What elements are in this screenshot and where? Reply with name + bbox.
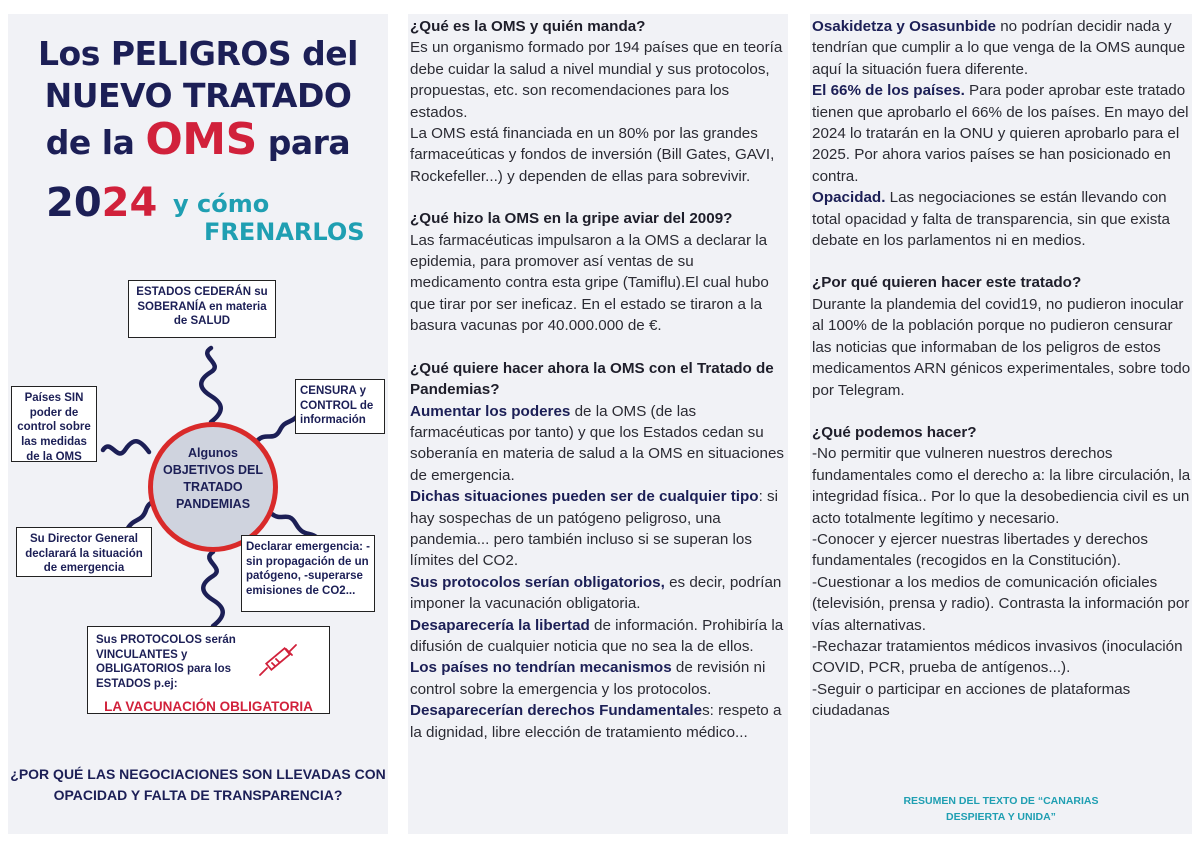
paragraph-oms-definicion: Es un organismo formado por 194 países que en teoría debe cuidar la salud a nivel mundial y sus protocolos, propuestas, etc. son recomendaciones para los estados. [410,39,783,121]
action-item-1: -No permitir que vulneren nuestros derechos fundamentales como el derecho a: la libre circulación, la integridad física.. Por lo que la desobediencia civil es un acto totalmente legítimo y necesario. [812,445,1191,527]
paragraph-gripe-aviar: Las farmacéuticas impulsaron a la OMS a declarar la epidemia, para promover así ventas de su medicamento contra esta gripe (Tamiflu).El cual hubo que tirar por ser ineficaz. En el estado se tiraron a la basura vacunas por 40.000.000 de €. [410,231,769,335]
squiggle-connector-left [101,438,153,464]
subtitle-frenarlos: FRENARLOS [204,218,365,246]
text-panel-right [810,14,1192,834]
box-protocolos [87,626,330,714]
action-item-2: -Conocer y ejercer nuestras libertades y derechos fundamentales (recogidos en la Constitución). [812,530,1148,570]
title-line-2: NUEVO TRATADO [44,76,352,115]
box-declarar-emergencia: Declarar emergencia: -sin propagación de un patógeno, -superarse emisiones de CO2... [241,535,375,612]
item-text: Las negociaciones se están llevando con total opacidad y falta de transparencia, sin que exista debate en los parlamentos ni en medios. [812,189,1170,250]
item-bold: Osakidetza y Osasunbide [812,18,997,35]
item-text: Para poder aprobar este tratado tienen que aprobarlo el 66% de los países. En mayo del 2024 lo tratarán en la ONU y quieren aprobarlo para el 2025. Por ahora varios países se han posicionado en contra. [812,82,1189,185]
squiggle-connector-bottom [198,550,228,628]
text-panel-middle [408,14,788,834]
item-text: no podrían decidir nada y tendrían que cumplir a lo que venga de la OMS aunque aquí la situación fuera diferente. [812,18,1186,78]
action-item-3: -Cuestionar a los medios de comunicación oficiales (televisión, prensa y radio). Contrasta la información por vías alternativas. [812,573,1190,634]
protocolos-text: Sus PROTOCOLOS serán VINCULANTES y OBLIGATORIOS para los ESTADOS p.ej: [96,634,236,691]
title-para: para [267,123,351,162]
title-oms: OMS [145,114,257,165]
year-part-a: 20 [46,180,102,226]
year-part-b: 24 [101,180,158,226]
box-director-general: Su Director General declarará la situación de emergencia [16,527,152,577]
heading-que-es-oms: ¿Qué es la OMS y quién manda? [410,18,646,35]
title-de-la: de la [45,123,135,162]
item-bold: Aumentar los poderes [410,402,571,420]
item-text: de información. Prohibiría la difusión de cualquier noticia que no sea la de ellos. [410,616,784,655]
vacunacion-obligatoria: LA VACUNACIÓN OBLIGATORIA [104,698,313,714]
item-osakidetza [812,16,1192,80]
heading-gripe-aviar: ¿Qué hizo la OMS en la gripe aviar del 2009? [410,210,733,228]
source-credit-line-2: DESPIERTA Y UNIDA” [946,810,1056,823]
heading-tratado-pandemias: ¿Qué quiere hacer ahora la OMS con el Tratado de Pandemias? [410,359,774,399]
item-derechos [410,700,788,743]
box-censura: CENSURA y CONTROL de información [295,379,385,434]
title-line-1: Los PELIGROS del [38,34,358,73]
syringe-icon [256,641,300,679]
question-opacidad: ¿POR QUÉ LAS NEGOCIACIONES SON LLEVADAS CON OPACIDAD Y FALTA DE TRANSPARENCIA? [10,766,386,803]
item-bold: Dichas situaciones pueden ser de cualquier tipo [410,488,759,506]
heading-que-podemos-hacer: ¿Qué podemos hacer? [812,423,977,441]
infographic-panel [8,14,388,834]
item-bold: Desaparecerían derechos Fundamentale [410,702,703,720]
box-paises-sin-poder: Países SIN poder de control sobre las medidas de la OMS [11,386,97,462]
item-bold: Desaparecería la libertad [410,616,590,634]
objectives-circle [148,422,278,552]
item-mecanismos [410,657,788,700]
squiggle-connector-top [196,346,226,424]
heading-por-que-tratado: ¿Por qué quieren hacer este tratado? [812,274,1082,292]
item-66-paises [812,80,1192,187]
item-text: : si hay sospechas de un patógeno peligroso, una pandemia... pero también incluso si se superan los límites del CO2. [410,488,778,570]
source-credit-line-1: RESUMEN DEL TEXTO DE “CANARIAS [903,795,1099,807]
action-item-4: -Rechazar tratamientos médicos invasivos (inoculación COVID, PCR, prueba de antígenos...). [812,637,1183,677]
item-text: es decir, podrían imponer la vacunación obligatoria. [410,573,782,613]
item-situaciones [410,486,788,572]
item-opacidad [812,187,1192,251]
paragraph-oms-financiacion: La OMS está financiada en un 80% por las grandes farmaceúticas y fondos de inversión (Bill Gates, GAVI, Rockefeller...) y dependen de ellas para sobrevivir. [410,125,775,185]
item-bold: Opacidad. [812,189,886,207]
action-item-5: -Seguir o participar en acciones de plataformas ciudadanas [812,680,1131,720]
item-libertad [410,615,788,658]
box-soberania: ESTADOS CEDERÁN su SOBERANÍA en materia de SALUD [128,280,276,338]
item-text: de la OMS (de las farmacéuticas por tanto) y que los Estados cedan su soberanía en materia de salud a la OMS en situaciones de emergencia. [410,402,784,484]
item-protocolos [410,572,788,615]
item-text: s: respeto a la dignidad, libre elección de tratamiento médico... [410,702,782,741]
item-bold: El 66% de los países. [812,82,965,100]
title-line-3 [8,114,388,165]
item-bold: Sus protocolos serían obligatorios, [410,573,665,591]
item-aumentar-poderes [410,401,788,487]
paragraph-plandemia: Durante la plandemia del covid19, no pudieron inocular al 100% de la población porque no pudieron censurar las noticias que informaban de los peligros de estos medicamentos ARN génicos experimentales, sobre todo por Telegram. [812,295,1191,399]
subtitle-y-como: y cómo [173,190,270,218]
item-text: de revisión ni control sobre la emergencia y los protocolos. [410,659,766,698]
objectives-circle-text: Algunos OBJETIVOS DEL TRATADO PANDEMIAS [162,446,264,511]
item-bold: Los países no tendrían mecanismos [410,659,672,677]
source-credit [810,794,1192,826]
title-year [46,180,157,226]
